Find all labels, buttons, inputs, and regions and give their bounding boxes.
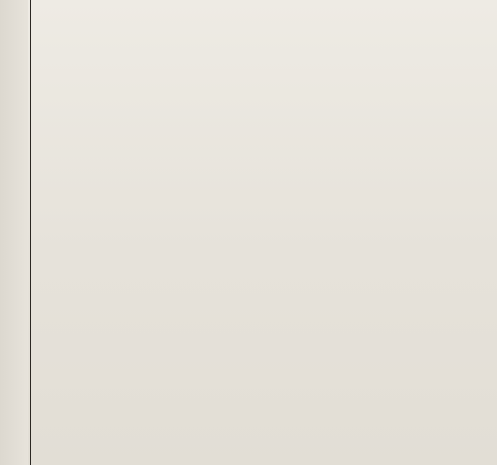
text-line	[34, 218, 492, 240]
text-line	[34, 74, 492, 96]
text-line	[34, 434, 492, 456]
margin-note	[4, 60, 28, 390]
text-line	[34, 386, 492, 408]
text-line	[34, 410, 492, 432]
text-line	[34, 50, 492, 72]
left-margin	[0, 0, 28, 465]
text-line	[34, 122, 492, 144]
text-frame-rule	[30, 0, 31, 465]
text-line	[34, 146, 492, 168]
text-line	[34, 98, 492, 120]
text-line	[34, 290, 492, 312]
text-line	[34, 26, 492, 48]
text-block	[34, 2, 494, 462]
text-line	[34, 194, 492, 216]
text-line	[34, 338, 492, 360]
text-line	[34, 314, 492, 336]
text-line	[34, 170, 492, 192]
text-line	[34, 266, 492, 288]
text-line	[34, 362, 492, 384]
text-line	[34, 242, 492, 264]
text-line	[34, 2, 492, 24]
